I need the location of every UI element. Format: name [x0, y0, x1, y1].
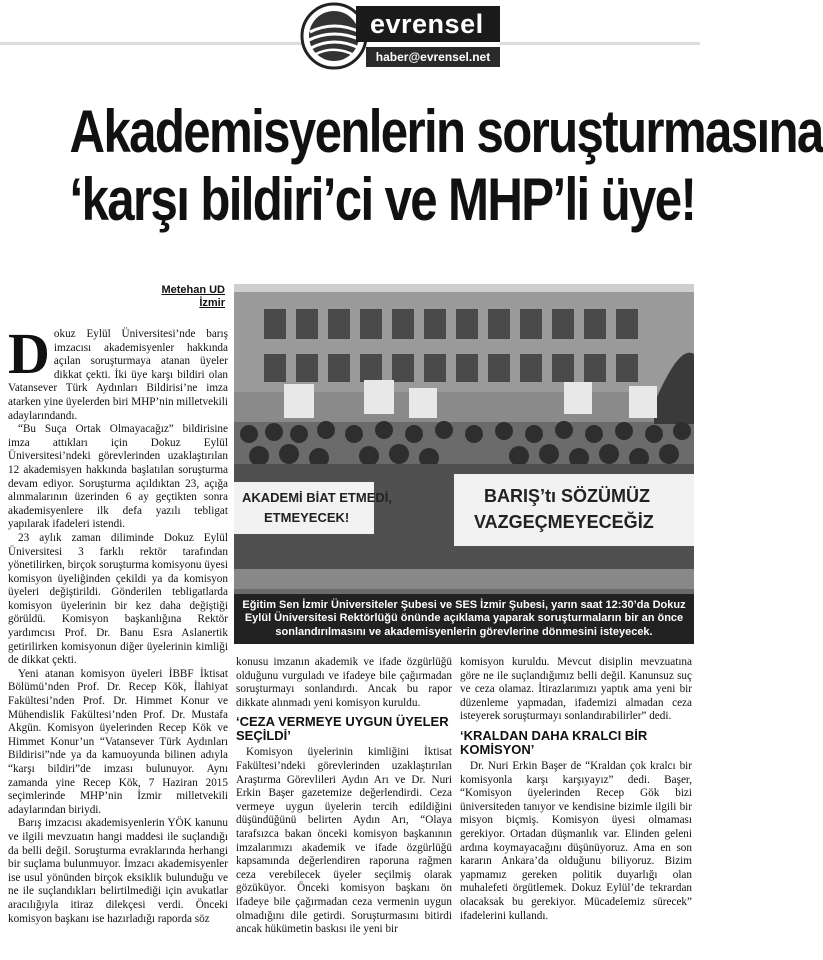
- masthead-rule-left: [0, 42, 302, 45]
- drop-cap: D: [8, 321, 50, 386]
- masthead-rule-right: [500, 42, 700, 45]
- paragraph: 23 aylık zaman diliminde Dokuz Eylül Üniversitesi 3 farklı rektör tarafından yönetilirken, birçok soruşturma komisyonu üyesi komisyon üyeliğinden çekildi ya da komisyon üyeleri değiştirildi. Gönderilen tebligatlarda komisyon üyelerinin bir kez daha değiştiği görüldü. Komisyon başkanlığına Rektör yardımcısı Prof. Dr. Banu Esra Aslanertik getirilirken komisyonun diğer üyelerinin kimliği de dikkat çekti.: [8, 531, 228, 667]
- subheading: ‘CEZA VERMEYE UYGUN ÜYELER SEÇİLDİ’: [236, 714, 449, 744]
- photo-caption: Eğitim Sen İzmir Üniversiteler Şubesi ve SES İzmir Şubesi, yarın saat 12:30’da Dokuz Eylül Üniversitesi Rektörlüğü önünde açıklama yaparak soruşturmaların bir an önce sonlandırılmasını ve akademisyenlerin görevlerine dönmesini isteyecek.: [234, 594, 694, 645]
- article-column-1: [8, 321, 228, 926]
- paragraph: “Bu Suça Ortak Olmayacağız” bildirisine imza attıkları için Dokuz Eylül Üniversitesi’ndeki görevlerinden uzaklaştırılan 12 akademisyen hakkında başlatılan soruşturma devam ediyor. Soruşturma açıldıktan 23, açığa alınmalarının üzerinden 6 ay geçtikten sonra akademisyenlere ilk defa yazılı tebligat yapılarak ifadeleri istendi.: [8, 423, 228, 531]
- lead-text: okuz Eylül Üniversitesi’nde barış imzacısı akademisyenler hakkında açılan soruşturmaya atanan üyeler dikkat çekti. İki üye karşı bildiri olan Vatansever Türk Aydınları Bildirisi’ne imza atarken yine üyelerden biri MHP’nin milletvekili adaylarındandı.: [8, 328, 228, 422]
- headline: [69, 98, 823, 234]
- banner-right-line-1: BARIŞ’tı SÖZÜMÜZ: [484, 486, 650, 506]
- brand-email: haber@evrensel.net: [366, 47, 500, 67]
- paragraph: Komisyon üyelerinin kimliğini İktisat Fakültesi’ndeki görevlerinden uzaklaştırılan Araştırma Görevlileri Aydın Arı ve Dr. Nuri Erkin Başer gazetemize değerlendirdi. Ceza vermeye uygun üyelerin tercih edildiğini düşündüğünü belirten Aydın Arı, “Olaya tarafsızca bakan önceki komisyon başkanının imzalarımızı akademik ve ifade özgürlüğü kapsamında değerlendiren raporuna rağmen ceza verebilecek üyeler seçilmiş olarak gözüküyor. Önceki komisyon başkanı ön ifadeye bile çağırmadan ceza vermenin uygun olmadığını dile getirdi. Soruşturmasını bitirdi ancak hükümetin baskısı ile yeni bir: [236, 746, 452, 936]
- banner-left-line-2: ETMEYECEK!: [264, 510, 350, 525]
- paragraph: Dr. Nuri Erkin Başer de “Kraldan çok kralcı bir komisyonla karşı karşıyayız” dedi. Başer, “Komisyon üyelerinden Recep Gök bizi üniversiteden tanıyor ve kendisine bizimle ilgili bir misyon biçmiş. Komisyon üyesi olmaması gerekiyor. Ortadan düşmanlık var. Elinden geleni ardına koymayacağını düşünüyoruz. Ama en son kararın Ankara’da olduğunu biliyoruz. Bizim yapmamız gereken politik duyarlığı olan muhalefeti örgütlemek. Dokuz Eylül’de tekrardan olacaksak bu gerekiyor. Mücadelemiz sürecek” ifadelerini kullandı.: [460, 759, 692, 922]
- lead-paragraph: [8, 321, 228, 423]
- headline-line-2: ‘karşı bildiri’ci ve MHP’li üye!: [69, 166, 696, 233]
- article-column-3: [460, 656, 692, 923]
- byline: [80, 284, 225, 310]
- masthead: [300, 2, 500, 70]
- author-name: Metehan UD: [161, 284, 225, 296]
- paragraph: komisyon kuruldu. Mevcut disiplin mevzuatına göre ne ile suçlandığımız belli değil. Kanunsuz suç ve ceza olamaz. İtirazlarımızı yaptık ama yeni bir düzenleme yapmadan, ifademizi almadan ceza isteyerek soruşturmayı sonlandırabilirler” dedi.: [460, 656, 692, 723]
- article-column-2: [236, 656, 452, 937]
- paragraph: konusu imzanın akademik ve ifade özgürlüğü olduğunu vurguladı ve ifadeye bile çağırmadan soruşturmayı sonlandırdı. Ancak bu rapor dikkate alınmadı yeni komisyon kuruldu.: [236, 656, 452, 709]
- article-photo: [234, 284, 694, 644]
- author-location: İzmir: [199, 297, 225, 309]
- protest-scene-illustration: [234, 284, 694, 644]
- paragraph: Yeni atanan komisyon üyeleri İBBF İktisat Bölümü’nden Prof. Dr. Recep Kök, İlahiyat Fakültesi’nden Prof. Dr. Himmet Konur ve Mühendislik Fakültesi’nden Prof. Dr. Mustafa Akgün. Komisyon üyelerinden Recep Kök ve Himmet Konur’un “Vatansever Türk Aydınları Bildirisi”nde ya da kamuoyunda bilinen adıyla “karşı bildiri”de imzası bulunuyor. Aynı zamanda yine Recep Kök, 7 Haziran 2015 seçimlerinde MHP’nin İzmir milletvekili adaylarından biriydi.: [8, 667, 228, 816]
- subheading: ‘KRALDAN DAHA KRALCI BİR KOMİSYON’: [460, 727, 648, 757]
- paragraph: Barış imzacısı akademisyenlerin YÖK kanunu ve ilgili mevzuatın hangi maddesi ile suçlandığı da belli değil. Soruşturma evraklarında herhangi bir suçlama bulunmuyor. İmzacı akademisyenler ise usul yönünden birçok eksiklik bulunduğu ve ne ile suçlandıkları belirtilmediği için avukatlar aracılığıyla itiraz dilekçesi verdi. Önceki komisyon başkanı ise hazırladığı raporda söz: [8, 817, 228, 925]
- banner-right-line-2: VAZGEÇMEYECEĞİZ: [474, 512, 654, 532]
- brand-name: evrensel: [356, 6, 500, 42]
- headline-line-1: Akademisyenlerin soruşturmasına: [69, 98, 823, 165]
- banner-left-line-1: AKADEMİ BİAT ETMEDİ,: [242, 490, 392, 505]
